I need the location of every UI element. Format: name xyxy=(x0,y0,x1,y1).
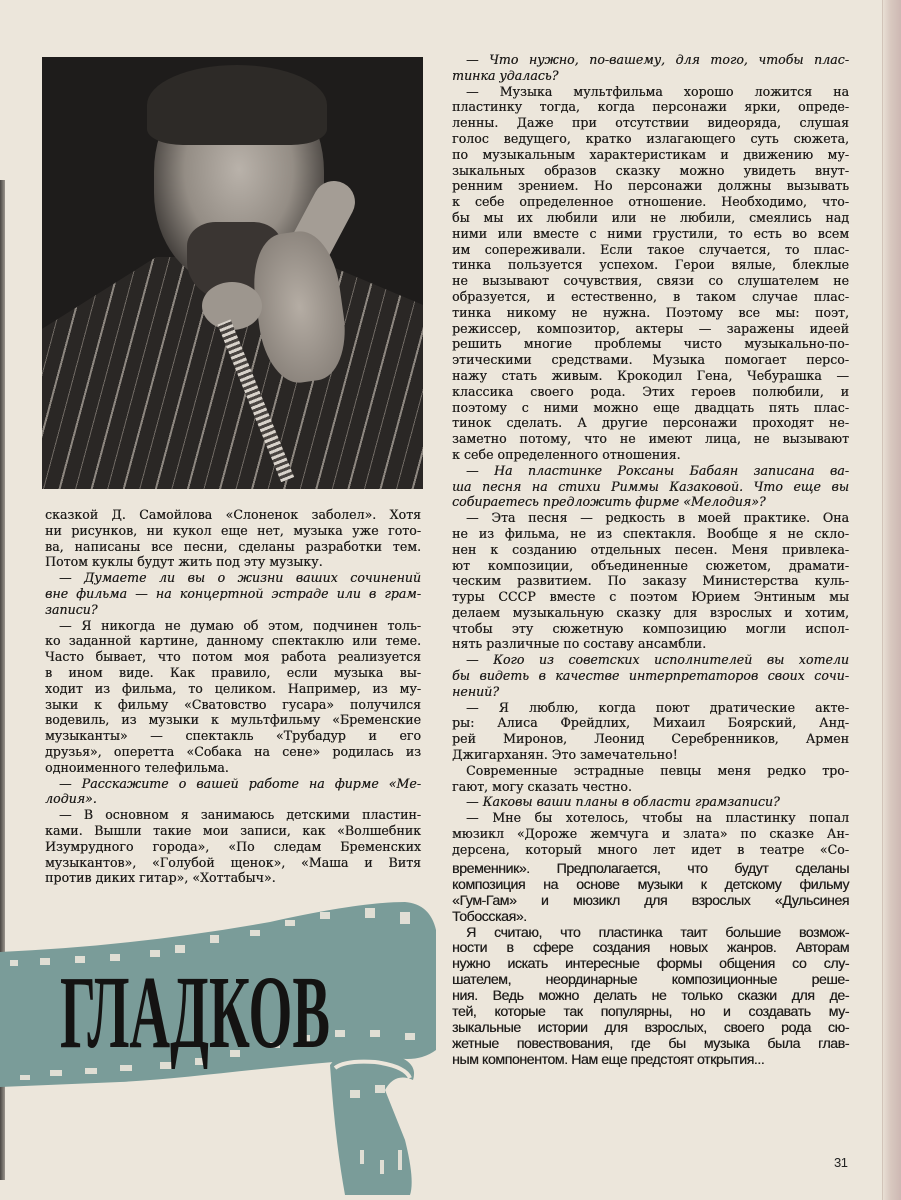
text-line: ческим развитием. По заказу Министерства куль- xyxy=(452,573,849,589)
text-line: ным компонентом. Нам еще предстоят открытия... xyxy=(452,1051,765,1068)
text-line: — В основном я занимаюсь детскими пластин- xyxy=(59,807,421,823)
text-line: нять различные по составу ансамбли. xyxy=(452,636,707,652)
text-line: бы видеть в качестве интерпретаторов своих сочи- xyxy=(452,668,849,684)
interview-question xyxy=(452,463,849,510)
text-line: против диких гитар», «Хоттабыч». xyxy=(45,870,276,886)
interview-answer xyxy=(452,510,849,652)
text-line: Я считаю, что пластинка таит большие возмож- xyxy=(466,924,849,941)
text-line: временник». Предполагается, что будут сделаны xyxy=(452,861,849,877)
text-line: — На пластинке Роксаны Бабаян записана ва- xyxy=(466,462,849,478)
text-line: Потом куклы будут жить под эту музыку. xyxy=(45,554,323,570)
text-line: туры СССР вместе с поэтом Юрием Энтиным мы xyxy=(452,589,849,605)
photo-hair xyxy=(147,65,327,145)
text-line: ренним зрением. Но персонажи должны вызывать xyxy=(452,178,849,194)
text-line: мюзикл «Дороже жемчуга и злата» по сказке Ан- xyxy=(452,826,849,842)
interview-answer xyxy=(452,700,849,763)
text-line: одноименного телефильма. xyxy=(45,759,229,775)
text-line: делаем музыкальную сказку для взрослых и хотим, xyxy=(452,604,849,620)
page-number: 31 xyxy=(834,1155,848,1170)
interview-answer xyxy=(452,84,849,463)
text-line: Джигарханян. Это замечательно! xyxy=(452,747,678,763)
text-line: — Думаете ли вы о жизни ваших сочинений xyxy=(59,570,421,586)
text-line: к себе определенного отношения. xyxy=(452,446,681,462)
text-line: в ином виде. Как правило, если музыка вы- xyxy=(45,664,421,680)
text-line: ни рисунков, ни кукол еще нет, музыка уже гото- xyxy=(45,522,421,538)
text-line: зыкальных образов сказку можно увидеть внут- xyxy=(452,162,849,178)
text-line: ко заданной картине, данному спектаклю или теме. xyxy=(45,633,421,649)
text-line: зыкальные истории для взрослых, своего рода сю- xyxy=(452,1019,849,1036)
text-line: собираетесь предложить фирме «Мелодия»? xyxy=(452,494,766,510)
text-line: тинок сделать. А другие персонажи проходят не- xyxy=(452,415,849,431)
text-line: — Мне бы хотелось, чтобы на пластинку попал xyxy=(466,810,849,826)
text-line: поэтому с ними можно еще двадцать пять плас- xyxy=(452,399,849,415)
text-line: нен к созданию отдельных песен. Меня привлека- xyxy=(452,541,849,557)
portrait-photo xyxy=(42,57,423,489)
text-line: ности в сфере создания новых жанров. Авторам xyxy=(452,940,849,957)
text-line: бы мы их любили или не любили, смеялись над xyxy=(452,209,849,225)
text-line: — Расскажите о вашей работе на фирме «Ме- xyxy=(59,775,421,791)
interview-question xyxy=(452,52,849,84)
text-line: ками. Вышли такие мои записи, как «Волшебник xyxy=(45,822,421,838)
text-line: по музыкальным характеристикам и движению му- xyxy=(452,146,849,162)
interview-answer xyxy=(452,926,849,1069)
text-line: образуется, и естественно, в таком случае плас- xyxy=(452,288,849,304)
text-line: к себе определенное отношение. Необходимо, что- xyxy=(452,194,849,210)
interview-answer xyxy=(452,763,849,795)
interview-question xyxy=(452,794,849,810)
interview-question xyxy=(45,776,421,808)
interview-answer xyxy=(45,807,421,886)
text-line: ют композиции, объединенные сюжетом, драмати- xyxy=(452,557,849,573)
text-line: Изумрудного города», «По следам Бременских xyxy=(45,838,421,854)
text-line: записи? xyxy=(45,601,98,617)
left-text-column xyxy=(45,507,421,886)
text-line: Современные эстрадные певцы меня редко тро- xyxy=(466,762,849,778)
text-line: ния. Ведь можно делать не только сказки для де- xyxy=(452,988,849,1005)
text-line: режиссер, композитор, актеры — заражены идеей xyxy=(452,320,849,336)
text-line: водевиль, из музыки к мультфильму «Бременские xyxy=(45,712,421,728)
text-line: ходит из фильма, то целиком. Например, из му- xyxy=(45,680,421,696)
text-line: — Каковы ваши планы в области грамзаписи? xyxy=(466,794,780,810)
text-line: дерсена, который много лет идет в театре «Со- xyxy=(452,841,849,857)
interview-answer xyxy=(45,618,421,776)
text-line: сказкой Д. Самойлова «Слоненок заболел». Хотя xyxy=(45,507,421,522)
text-line: рей Миронов, Леонид Серебренников, Армен xyxy=(452,731,849,747)
right-text-column xyxy=(452,52,849,858)
text-line: лодия». xyxy=(45,791,97,807)
text-line: не из фильма, не из спектакля. Вообще я не скло- xyxy=(452,525,849,541)
text-line: вне фильма — на концертной эстраде или в грам- xyxy=(45,585,421,601)
text-line: Тобосская». xyxy=(452,908,527,925)
text-line: — Я люблю, когда поют дратические акте- xyxy=(466,699,849,715)
interview-question xyxy=(45,570,421,617)
text-line: пластинку тогда, когда персонажи ярки, опреде- xyxy=(452,99,849,115)
text-line: тей, которые так популярны, но и создавать му- xyxy=(452,1004,849,1021)
text-line: — Я никогда не думаю об этом, подчинен толь- xyxy=(59,617,421,633)
text-line: голос ведущего, кратко излагающего суть сюжета, xyxy=(452,130,849,146)
text-line: тинка пользуется успехом. Герои вялые, блеклые xyxy=(452,257,849,273)
text-line: музыкантов», «Голубой щенок», «Маша и Витя xyxy=(45,854,421,870)
text-line: ры: Алиса Фрейдлих, Михаил Боярский, Анд- xyxy=(452,715,849,731)
text-line: ша песня на стихи Риммы Казаковой. Что еще вы xyxy=(452,478,849,494)
text-line: шателем, неординарные композиционные реше- xyxy=(452,972,849,989)
text-line: музыканты» — спектакль «Трубадур и его xyxy=(45,728,421,744)
text-line: жетные повествования, где бы музыка была глав- xyxy=(452,1035,849,1052)
text-line: этическими средствами. Музыка помогает персо- xyxy=(452,352,849,368)
text-line: — Что нужно, по-вашему, для того, чтобы плас- xyxy=(466,52,849,67)
text-line: тинка удалась? xyxy=(452,67,559,83)
headline-name: ГЛАДКОВ xyxy=(60,955,330,1070)
text-line: нужно искать интересные формы общения со слу- xyxy=(452,956,849,973)
text-line: заметно потому, что не имеют лица, не вызывают xyxy=(452,431,849,447)
title-banner xyxy=(0,890,450,1200)
text-line: друзья», оперетта «Собака на сене» родилась из xyxy=(45,743,421,759)
text-line: нажу стать живым. Крокодил Гена, Чебурашка — xyxy=(452,367,849,383)
text-line: нений? xyxy=(452,683,500,699)
page-edge-right xyxy=(882,0,901,1200)
interview-question xyxy=(452,652,849,699)
interview-answer xyxy=(452,862,849,926)
text-line: чтобы эту сюжетную композицию могли испол- xyxy=(452,620,849,636)
right-text-column-continued xyxy=(452,862,849,1069)
text-line: ними или вместе с ними грустили, то есть во всем xyxy=(452,225,849,241)
text-line: зыки к фильму «Сватовство гусара» получился xyxy=(45,696,421,712)
text-line: классика своего рода. Этих героев полюбили, и xyxy=(452,383,849,399)
text-line: не вызывают сочувствия, связи со слушателем не xyxy=(452,273,849,289)
text-line: — Музыка мультфильма хорошо ложится на xyxy=(466,83,849,99)
text-line: ленны. Даже при отсутствии видеоряда, слушая xyxy=(452,115,849,131)
interview-answer xyxy=(45,507,421,570)
text-line: ва, написаны все песни, сделаны разработки тем. xyxy=(45,538,421,554)
text-line: — Эта песня — редкость в моей практике. Она xyxy=(466,510,849,526)
banner-curl xyxy=(330,1052,414,1195)
text-line: им сопереживали. Если такое случается, то плас- xyxy=(452,241,849,257)
text-line: тинка никому не нужна. Поэтому все мы: поэт, xyxy=(452,304,849,320)
text-line: композиция на основе музыки к детскому фильму xyxy=(452,876,849,893)
interview-answer xyxy=(452,810,849,857)
text-line: — Кого из советских исполнителей вы хотели xyxy=(466,652,849,668)
text-line: решить многие проблемы чисто музыкально-по- xyxy=(452,336,849,352)
text-line: гают, могу сказать честно. xyxy=(452,778,632,794)
text-line: Часто бывает, что потом моя работа реализуется xyxy=(45,649,421,665)
text-line: «Гум-Гам» и мюзикл для взрослых «Дульсинея xyxy=(452,892,849,909)
